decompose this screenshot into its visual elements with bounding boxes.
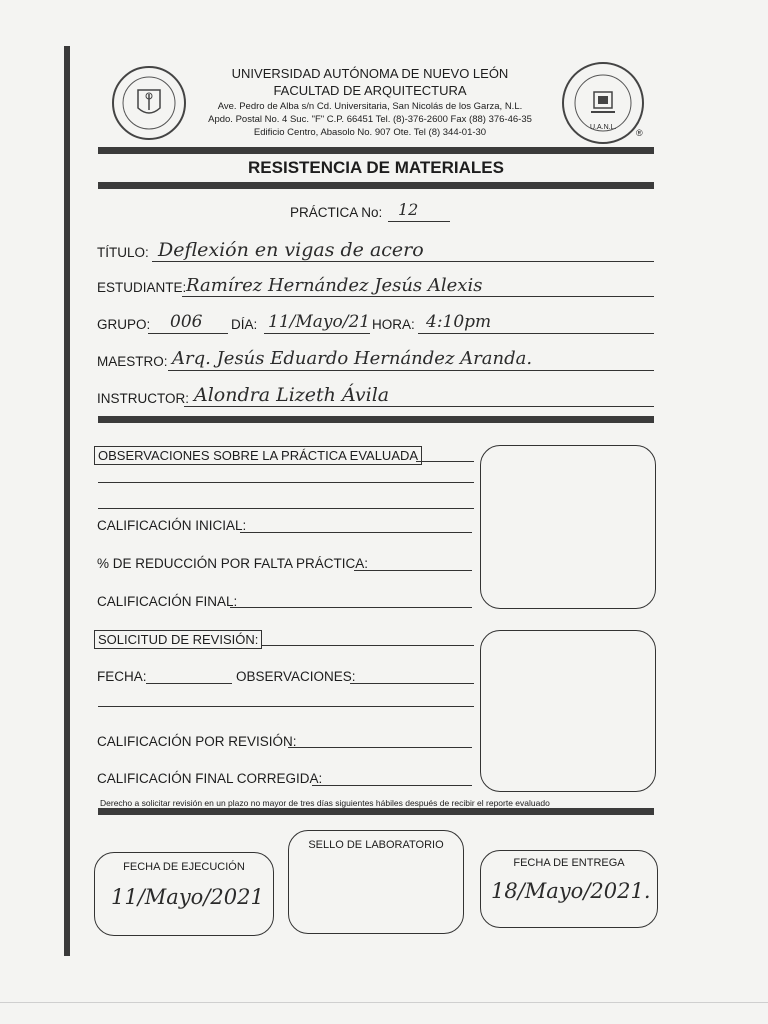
sello-box: [288, 830, 464, 934]
reduccion-line: [354, 570, 472, 571]
left-margin-bar: [64, 46, 70, 956]
estudiante-value[interactable]: Ramírez Hernández Jesús Alexis: [186, 275, 483, 296]
instructor-value[interactable]: Alondra Lizeth Ávila: [194, 384, 390, 406]
calif-revision-label: CALIFICACIÓN POR REVISIÓN:: [97, 734, 297, 749]
dia-line: [264, 333, 370, 334]
calif-revision-line: [288, 747, 472, 748]
titulo-line: [152, 261, 654, 262]
rev-line-1: [262, 645, 474, 646]
grupo-label: GRUPO:: [97, 317, 151, 332]
address-line-2: Apdo. Postal No. 4 Suc. "F" C.P. 66451 Tel. (8)-376-2600 Fax (88) 376-46-35: [208, 114, 532, 125]
maestro-line: [168, 370, 654, 371]
header-band-top: [98, 147, 654, 154]
fecha-entrega-box: [480, 850, 658, 928]
fecha-line: [146, 683, 232, 684]
hora-line: [418, 333, 654, 334]
fecha-ejecucion-label: FECHA DE EJECUCIÓN: [123, 861, 245, 873]
instructor-line: [184, 406, 654, 407]
hora-label: HORA:: [372, 317, 415, 332]
grupo-line: [148, 333, 228, 334]
fecha-entrega-label: FECHA DE ENTREGA: [513, 857, 625, 869]
fecha-label: FECHA:: [97, 669, 147, 684]
instructor-label: INSTRUCTOR:: [97, 391, 190, 406]
document-title: RESISTENCIA DE MATERIALES: [248, 158, 504, 177]
obs-line-1: [416, 461, 474, 462]
registered-mark: ®: [636, 128, 643, 138]
rev-observaciones-line: [350, 683, 474, 684]
practica-line: [388, 221, 450, 222]
fecha-ejecucion-box: [94, 852, 274, 936]
faculty-name: FACULTAD DE ARQUITECTURA: [273, 83, 467, 98]
dia-value[interactable]: 11/Mayo/21: [268, 312, 371, 332]
calif-inicial-line: [240, 532, 472, 533]
obs-line-3: [98, 508, 474, 509]
grupo-value[interactable]: 006: [170, 312, 203, 332]
observaciones-box: [480, 445, 656, 609]
maestro-label: MAESTRO:: [97, 354, 168, 369]
estudiante-line: [182, 296, 654, 297]
faculty-seal-logo: [562, 62, 644, 144]
derecho-note: Derecho a solicitar revisión en un plazo no mayor de tres días siguientes hábiles después de recibir el reporte evaluado: [100, 798, 550, 808]
revision-box: [480, 630, 656, 792]
practica-value[interactable]: 12: [398, 200, 419, 219]
fecha-entrega-value[interactable]: 18/Mayo/2021.: [491, 879, 651, 903]
rev-line-2: [98, 706, 474, 707]
calif-corregida-line: [312, 785, 472, 786]
section-band: [98, 416, 654, 423]
observaciones-title: OBSERVACIONES SOBRE LA PRÁCTICA EVALUADA: [94, 446, 422, 465]
reduccion-label: % DE REDUCCIÓN POR FALTA PRÁCTICA:: [97, 556, 369, 571]
estudiante-label: ESTUDIANTE:: [97, 280, 187, 295]
page-edge-line: [0, 1002, 768, 1003]
dia-label: DÍA:: [231, 317, 258, 332]
address-line-1: Ave. Pedro de Alba s/n Cd. Universitaria, San Nicolás de los Garza, N.L.: [217, 101, 523, 112]
calif-final-label: CALIFICACIÓN FINAL:: [97, 594, 238, 609]
maestro-value[interactable]: Arq. Jesús Eduardo Hernández Aranda.: [172, 348, 533, 369]
titulo-value[interactable]: Deflexión en vigas de acero: [158, 239, 424, 261]
calif-inicial-label: CALIFICACIÓN INICIAL:: [97, 518, 247, 533]
hora-value[interactable]: 4:10pm: [426, 312, 492, 332]
obs-line-2: [98, 482, 474, 483]
fecha-ejecucion-value[interactable]: 11/Mayo/2021: [111, 885, 264, 909]
university-name: UNIVERSIDAD AUTÓNOMA DE NUEVO LEÓN: [231, 66, 509, 81]
header-band-bottom: [98, 182, 654, 189]
seal-bottom-text: U.A.N.L.: [590, 124, 617, 131]
sello-label: SELLO DE LABORATORIO: [308, 839, 444, 851]
revision-title: SOLICITUD DE REVISIÓN:: [94, 630, 262, 649]
titulo-label: TÍTULO:: [97, 245, 149, 260]
rev-observaciones-label: OBSERVACIONES:: [236, 669, 356, 684]
address-line-3: Edificio Centro, Abasolo No. 907 Ote. Tel (8) 344-01-30: [253, 127, 487, 138]
calif-corregida-label: CALIFICACIÓN FINAL CORREGIDA:: [97, 771, 323, 786]
calif-final-line: [230, 607, 472, 608]
footer-band: [98, 808, 654, 815]
practica-label: PRÁCTICA No:: [290, 205, 383, 220]
